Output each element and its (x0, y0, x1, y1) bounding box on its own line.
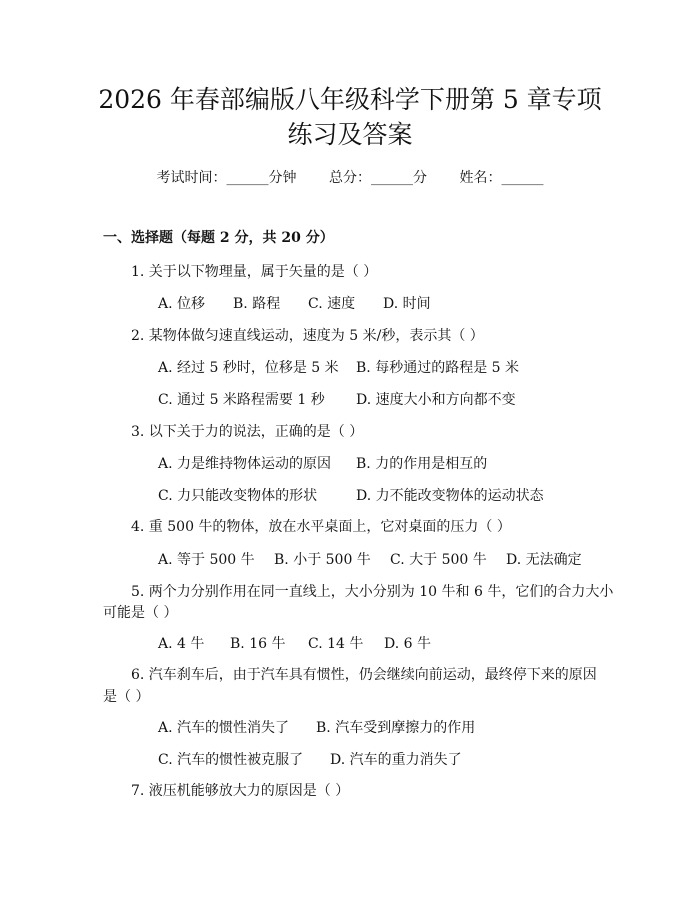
question-2-option-b: B. 每秒通过的路程是 5 米 (356, 360, 519, 376)
question-4-option-a: A. 等于 500 牛 (158, 552, 255, 568)
question-6-option-a: A. 汽车的惯性消失了 (158, 720, 290, 736)
question-2-option-c: C. 通过 5 米路程需要 1 秒 (158, 392, 325, 408)
question-4-option-b: B. 小于 500 牛 (274, 552, 371, 568)
total-score-field: 总分：______分 (329, 170, 427, 186)
page-title-line1: 2026 年春部编版八年级科学下册第 5 章专项 (98, 85, 602, 114)
question-6-option-c: C. 汽车的惯性被克服了 (158, 752, 304, 768)
section-heading-multiple-choice: 一、选择题（每题 2 分，共 20 分） (103, 230, 334, 246)
question-1-option-b: B. 路程 (233, 296, 281, 312)
question-5-option-c: C. 14 牛 (308, 636, 364, 652)
question-1-option-a: A. 位移 (158, 296, 206, 312)
question-4-option-c: C. 大于 500 牛 (390, 552, 487, 568)
question-7-stem: 7. 液压机能够放大力的原因是（ ） (131, 783, 350, 799)
student-name-field: 姓名：______ (459, 170, 544, 186)
question-3-option-a: A. 力是维持物体运动的原因 (158, 456, 332, 472)
question-5-option-d: D. 6 牛 (384, 636, 431, 652)
question-5-stem: 5. 两个力分别作用在同一直线上，大小分别为 10 牛和 6 牛，它们的合力大小 (131, 584, 614, 600)
question-3-stem: 3. 以下关于力的说法，正确的是（ ） (131, 424, 364, 440)
question-6-stem-continued: 是（ ） (103, 689, 150, 705)
question-4-stem: 4. 重 500 牛的物体，放在水平桌面上，它对桌面的压力（ ） (131, 519, 511, 535)
exam-time-field: 考试时间：______分钟 (156, 170, 297, 186)
question-6-option-d: D. 汽车的重力消失了 (330, 752, 462, 768)
question-2-option-a: A. 经过 5 秒时，位移是 5 米 (158, 360, 339, 376)
question-5-option-b: B. 16 牛 (230, 636, 286, 652)
question-4-option-d: D. 无法确定 (506, 552, 582, 568)
question-2-option-d: D. 速度大小和方向都不变 (356, 392, 516, 408)
question-2-stem: 2. 某物体做匀速直线运动，速度为 5 米/秒，表示其（ ） (131, 328, 484, 344)
question-1-stem: 1. 关于以下物理量，属于矢量的是（ ） (131, 264, 378, 280)
question-5-option-a: A. 4 牛 (158, 636, 205, 652)
exam-meta (0, 168, 700, 188)
question-5-stem-continued: 可能是（ ） (103, 605, 178, 621)
question-6-option-b: B. 汽车受到摩擦力的作用 (316, 720, 476, 736)
page-title-line2: 练习及答案 (287, 120, 413, 149)
question-1-option-d: D. 时间 (383, 296, 431, 312)
question-3-option-c: C. 力只能改变物体的形状 (158, 488, 318, 504)
question-3-option-d: D. 力不能改变物体的运动状态 (356, 488, 544, 504)
question-3-option-b: B. 力的作用是相互的 (356, 456, 488, 472)
question-1-option-c: C. 速度 (308, 296, 356, 312)
question-6-stem: 6. 汽车刹车后，由于汽车具有惯性，仍会继续向前运动，最终停下来的原因 (131, 667, 597, 683)
